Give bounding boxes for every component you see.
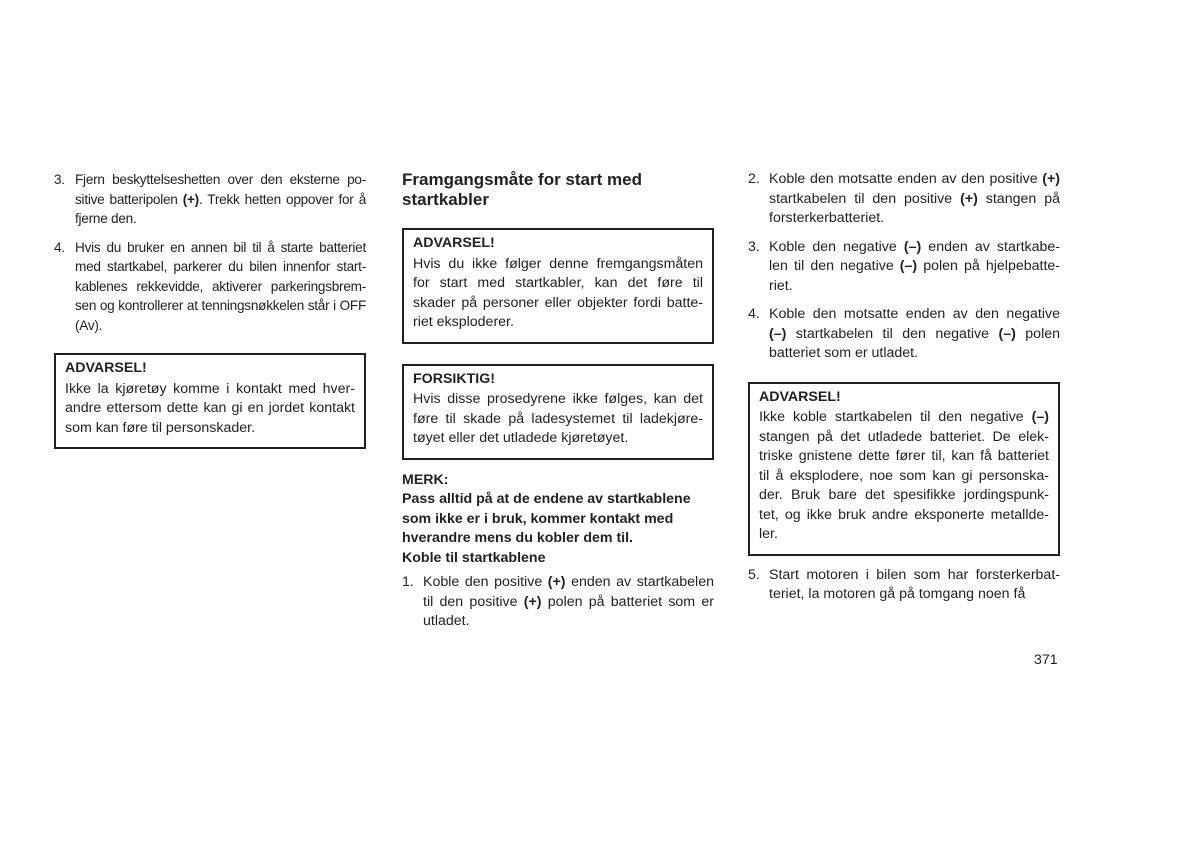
text-line: for start med startkabler, kan det føre til bbox=[413, 275, 703, 291]
step-number: 3. bbox=[748, 238, 760, 255]
step-text bbox=[769, 566, 1060, 605]
polarity-label: (+) bbox=[182, 191, 199, 207]
step-2 bbox=[748, 170, 1060, 229]
text-line: Hvis du bruker en annen bil til å starte batteriet bbox=[75, 239, 366, 255]
column-middle bbox=[402, 170, 714, 632]
step-text bbox=[75, 170, 366, 229]
caution-title: FORSIKTIG! bbox=[413, 370, 495, 387]
text-line: riet eksploderer. bbox=[413, 314, 514, 330]
text-line: polen på batteriet som er bbox=[541, 593, 714, 610]
step-text bbox=[75, 238, 366, 336]
heading-line: startkabler bbox=[402, 190, 489, 209]
step-3 bbox=[54, 170, 366, 229]
text-line: Ikke koble startkabelen til den negative bbox=[759, 409, 1032, 425]
polarity-label: (–) bbox=[1031, 409, 1049, 425]
text-line: Hvis du ikke følger denne fremgangsmåten bbox=[413, 255, 703, 272]
note-block bbox=[402, 471, 714, 569]
text-line: polen bbox=[1015, 325, 1060, 342]
polarity-label: (–) bbox=[899, 258, 918, 274]
text-line: Pass alltid på at de endene av startkablene bbox=[402, 491, 691, 507]
step-4 bbox=[748, 305, 1060, 364]
text-line: på forsterkerbatteriet. bbox=[769, 190, 1060, 226]
step-4 bbox=[54, 238, 366, 336]
polarity-label: (–) bbox=[903, 238, 922, 255]
text-line: utladet. bbox=[423, 613, 470, 629]
text-line: til å eksplodere, noe som kan gi personska- bbox=[759, 467, 1049, 484]
text-line: riet. bbox=[769, 277, 793, 294]
text-line: stangen på det utladede batteriet. De elek- bbox=[759, 428, 1049, 445]
text-line: som kan føre til personskader. bbox=[65, 419, 256, 436]
step-text bbox=[769, 238, 1060, 297]
text-line: hverandre mens du kobler dem til. bbox=[402, 530, 634, 546]
step-list bbox=[748, 170, 1060, 364]
text-line: Koble den motsatte enden av den negative bbox=[769, 306, 1060, 322]
step-number: 3. bbox=[54, 172, 65, 187]
step-number: 1. bbox=[402, 574, 414, 590]
warning-title: ADVARSEL! bbox=[759, 388, 841, 405]
text-line: len til den negative bbox=[769, 258, 900, 274]
text-line: sitive batteripolen bbox=[75, 191, 183, 207]
text-line: føre til skade på ladesystemet til ladekjøre- bbox=[413, 410, 703, 427]
text-line: Start motoren i bilen som har forsterkerbat- bbox=[769, 566, 1060, 583]
text-line: Koble den negative bbox=[769, 238, 904, 255]
text-line: Koble den positive bbox=[423, 574, 548, 590]
polarity-label: (+) bbox=[523, 593, 542, 610]
text-line: der. Bruk bare det spesifikke jordingspunk- bbox=[759, 487, 1049, 503]
heading-line: Framgangsmåte for start med bbox=[402, 170, 642, 189]
step-list bbox=[748, 566, 1060, 605]
text-line: polen på hjelpebatte- bbox=[917, 258, 1061, 274]
step-text bbox=[769, 305, 1060, 364]
text-line: tet, og ikke bruk andre eksponerte metallde- bbox=[759, 506, 1049, 523]
text-line: andre ettersom dette kan gi en jordet kontakt bbox=[65, 400, 355, 416]
warning-title: ADVARSEL! bbox=[65, 360, 147, 376]
page-number: 371 bbox=[1034, 652, 1058, 668]
step-list bbox=[54, 170, 366, 335]
step-number: 2. bbox=[748, 171, 760, 187]
text-line: å fjerne den. bbox=[75, 191, 366, 226]
text-line: batteriet som er utladet. bbox=[769, 345, 919, 361]
text-line: triske gnistene dette fører til, kan få batteriet bbox=[759, 448, 1049, 464]
note-title: MERK: bbox=[402, 471, 449, 488]
text-line: ler. bbox=[759, 526, 778, 542]
step-list bbox=[402, 573, 714, 632]
text-line: sen og kontrollerer at tenningsnøkkelen står i bbox=[75, 298, 336, 313]
text-line: som ikke er i bruk, kommer kontakt med bbox=[402, 510, 674, 527]
text-line: OFF (Av). bbox=[75, 298, 367, 333]
text-line: enden av startkabelen bbox=[565, 574, 714, 590]
text-line: startkabelen til den negative bbox=[786, 325, 999, 342]
polarity-label: (–) bbox=[769, 325, 787, 342]
warning-box bbox=[54, 353, 366, 449]
warning-box bbox=[748, 382, 1060, 556]
text-line: tøyet eller det utladede kjøretøyet. bbox=[413, 430, 629, 446]
step-text bbox=[423, 573, 714, 632]
step-number: 4. bbox=[54, 239, 65, 255]
polarity-label: (+) bbox=[1042, 171, 1060, 187]
text-line: . Trekk hetten oppover for bbox=[198, 191, 354, 207]
section-heading bbox=[402, 170, 714, 210]
polarity-label: (–) bbox=[998, 325, 1016, 342]
step-number: 5. bbox=[748, 566, 760, 583]
warning-title: ADVARSEL! bbox=[413, 235, 495, 251]
text-line: startkabelen til den positive bbox=[769, 190, 961, 207]
text-line: stangen bbox=[977, 190, 1037, 207]
text-line: skader på personer eller objekter fordi batte- bbox=[413, 294, 703, 311]
text-line: med startkabel, parkerer du bilen innenfor start- bbox=[75, 259, 366, 274]
step-5 bbox=[748, 566, 1060, 605]
step-text bbox=[769, 170, 1060, 229]
text-line: teriet, la motoren gå på tomgang noen få bbox=[769, 586, 1026, 602]
text-line: Hvis disse prosedyrene ikke følges, kan det bbox=[413, 391, 703, 407]
step-number: 4. bbox=[748, 306, 760, 322]
column-right bbox=[748, 170, 1060, 605]
step-1 bbox=[402, 573, 714, 632]
text-line: Ikke la kjøretøy komme i kontakt med hver- bbox=[65, 380, 355, 397]
subheading: Koble til startkablene bbox=[402, 549, 546, 566]
polarity-label: (+) bbox=[547, 574, 566, 590]
text-line: Koble den motsatte enden av den positive bbox=[769, 171, 1038, 187]
column-left bbox=[54, 170, 366, 449]
text-line: til den positive bbox=[423, 593, 524, 610]
caution-box bbox=[402, 364, 714, 460]
text-line: kablenes rekkevidde, aktiverer parkeringsbrem- bbox=[75, 278, 366, 294]
step-3 bbox=[748, 238, 1060, 297]
text-line: Fjern beskyttelseshetten over den eksterne po- bbox=[75, 172, 366, 187]
text-line: enden av startkabe- bbox=[921, 238, 1060, 255]
warning-box bbox=[402, 228, 714, 344]
polarity-label: (+) bbox=[960, 190, 978, 207]
